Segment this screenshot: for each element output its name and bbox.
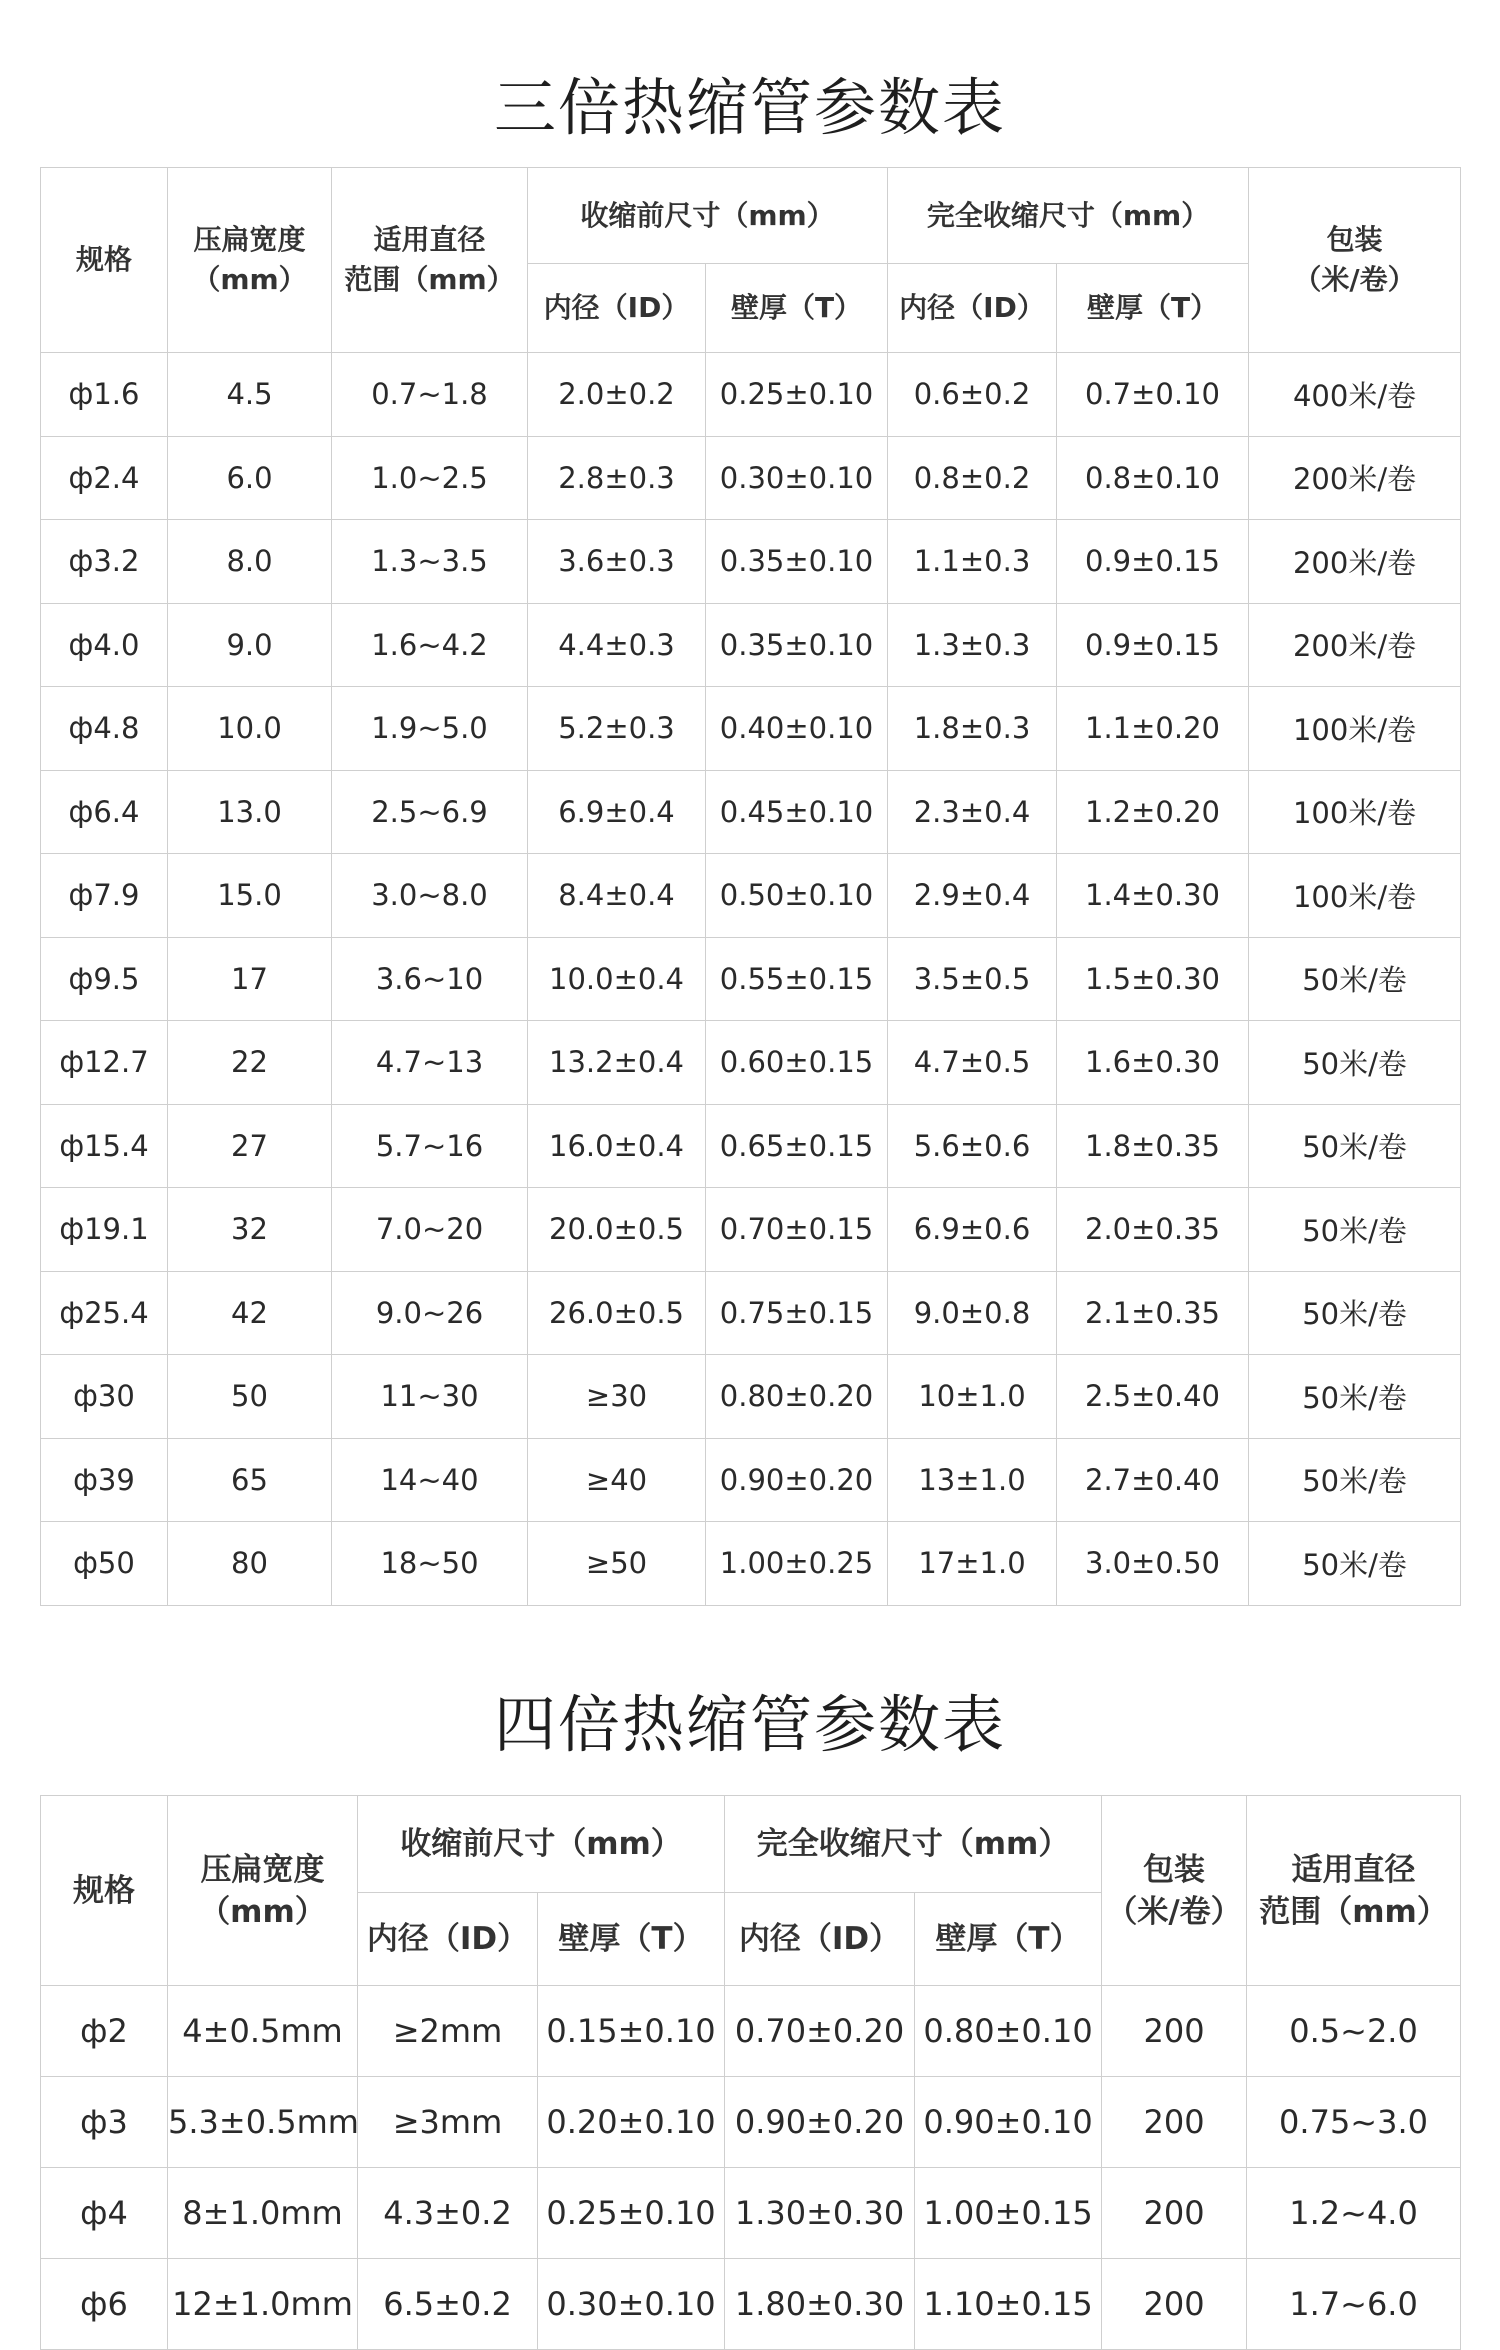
header-spec: 规格 xyxy=(41,1796,168,1986)
table-cell: 0.7±0.10 xyxy=(1057,353,1249,437)
header-packaging-line1: 包装 xyxy=(1143,1851,1206,1888)
table-cell: 0.30±0.10 xyxy=(706,436,888,520)
table-cell: ≥2mm xyxy=(358,1986,538,2077)
table-cell: 4±0.5mm xyxy=(168,1986,358,2077)
table-cell: 9.0±0.8 xyxy=(888,1271,1057,1355)
table-cell: 17 xyxy=(168,937,332,1021)
table-cell: ф3 xyxy=(41,2077,168,2168)
table-cell: 26.0±0.5 xyxy=(528,1271,706,1355)
four-times-heat-shrink-table xyxy=(40,1795,1461,2350)
table-cell: 2.0±0.35 xyxy=(1057,1188,1249,1272)
table-cell: ф39 xyxy=(41,1438,168,1522)
table-cell: 0.70±0.15 xyxy=(706,1188,888,1272)
table-cell: ≥40 xyxy=(528,1438,706,1522)
table-cell: 22 xyxy=(168,1021,332,1105)
table-cell: ≥50 xyxy=(528,1522,706,1606)
table-cell: 0.55±0.15 xyxy=(706,937,888,1021)
table-row xyxy=(41,1355,1461,1439)
header-apply-diameter xyxy=(1247,1796,1461,1986)
table-cell: 0.75~3.0 xyxy=(1247,2077,1461,2168)
table-cell: 2.8±0.3 xyxy=(528,436,706,520)
table-row xyxy=(41,1438,1461,1522)
table-cell: 0.8±0.2 xyxy=(888,436,1057,520)
table-cell: 0.65±0.15 xyxy=(706,1104,888,1188)
table-cell: 7.0~20 xyxy=(332,1188,528,1272)
table-cell: 10±1.0 xyxy=(888,1355,1057,1439)
table-cell: 3.6±0.3 xyxy=(528,520,706,604)
table-cell: 0.15±0.10 xyxy=(538,1986,725,2077)
table-cell: 1.6±0.30 xyxy=(1057,1021,1249,1105)
table-row xyxy=(41,1021,1461,1105)
table-cell: 65 xyxy=(168,1438,332,1522)
table-cell: 2.1±0.35 xyxy=(1057,1271,1249,1355)
table-cell: 2.3±0.4 xyxy=(888,770,1057,854)
table-cell: 18~50 xyxy=(332,1522,528,1606)
table-cell: 0.80±0.10 xyxy=(915,1986,1102,2077)
header-after-shrink: 完全收缩尺寸（mm） xyxy=(888,168,1249,264)
header-after-thickness: 壁厚（T） xyxy=(1057,264,1249,353)
table-cell: 13±1.0 xyxy=(888,1438,1057,1522)
table-cell: 13.2±0.4 xyxy=(528,1021,706,1105)
table-row xyxy=(41,1522,1461,1606)
table-cell: 8.4±0.4 xyxy=(528,854,706,938)
header-flat-width-line1: 压扁宽度 xyxy=(200,1851,325,1888)
table-cell: 0.45±0.10 xyxy=(706,770,888,854)
table-cell: 1.30±0.30 xyxy=(725,2168,915,2259)
table-cell: 50米/卷 xyxy=(1249,1104,1461,1188)
table-cell: 200 xyxy=(1102,1986,1247,2077)
table-cell: 1.1±0.3 xyxy=(888,520,1057,604)
header-apply-diameter-line2: 范围（mm） xyxy=(344,263,515,296)
table-cell: 15.0 xyxy=(168,854,332,938)
header-before-thickness: 壁厚（T） xyxy=(706,264,888,353)
table-cell: 4.5 xyxy=(168,353,332,437)
table-cell: 0.90±0.20 xyxy=(706,1438,888,1522)
header-after-thickness: 壁厚（T） xyxy=(915,1893,1102,1986)
table-cell: 200 xyxy=(1102,2077,1247,2168)
table-cell: 9.0~26 xyxy=(332,1271,528,1355)
table-cell: 4.4±0.3 xyxy=(528,603,706,687)
table-cell: 100米/卷 xyxy=(1249,687,1461,771)
table-cell: 80 xyxy=(168,1522,332,1606)
header-packaging xyxy=(1249,168,1461,353)
table-cell: 0.70±0.20 xyxy=(725,1986,915,2077)
table2-body xyxy=(41,1986,1461,2350)
table-cell: 50米/卷 xyxy=(1249,1355,1461,1439)
table-cell: 2.5~6.9 xyxy=(332,770,528,854)
table-cell: 200 xyxy=(1102,2168,1247,2259)
table-cell: 50米/卷 xyxy=(1249,1438,1461,1522)
table-cell: 0.80±0.20 xyxy=(706,1355,888,1439)
table-cell: 1.5±0.30 xyxy=(1057,937,1249,1021)
table-cell: 20.0±0.5 xyxy=(528,1188,706,1272)
table-row xyxy=(41,2077,1461,2168)
table-row xyxy=(41,1271,1461,1355)
table-cell: 1.80±0.30 xyxy=(725,2259,915,2350)
table-cell: 4.3±0.2 xyxy=(358,2168,538,2259)
table-cell: 4.7~13 xyxy=(332,1021,528,1105)
table-cell: 0.5~2.0 xyxy=(1247,1986,1461,2077)
table1-body xyxy=(41,353,1461,1606)
table-cell: 1.9~5.0 xyxy=(332,687,528,771)
table-cell: 0.35±0.10 xyxy=(706,520,888,604)
table-cell: 50米/卷 xyxy=(1249,1188,1461,1272)
table-cell: 0.9±0.15 xyxy=(1057,603,1249,687)
table-cell: 2.5±0.40 xyxy=(1057,1355,1249,1439)
table-cell: ф4.0 xyxy=(41,603,168,687)
header-spec: 规格 xyxy=(41,168,168,353)
table-cell: 0.35±0.10 xyxy=(706,603,888,687)
table-cell: 0.20±0.10 xyxy=(538,2077,725,2168)
table-row xyxy=(41,770,1461,854)
table-cell: 5.2±0.3 xyxy=(528,687,706,771)
header-flat-width-line2: （mm） xyxy=(199,1893,326,1930)
table-cell: 1.2±0.20 xyxy=(1057,770,1249,854)
table-cell: 6.9±0.4 xyxy=(528,770,706,854)
table-cell: 1.2~4.0 xyxy=(1247,2168,1461,2259)
table-cell: 9.0 xyxy=(168,603,332,687)
table-cell: 100米/卷 xyxy=(1249,770,1461,854)
table2-title: 四倍热缩管参数表 xyxy=(493,1688,1006,1761)
table1-title: 三倍热缩管参数表 xyxy=(493,71,1006,144)
table-row xyxy=(41,854,1461,938)
table-cell: 32 xyxy=(168,1188,332,1272)
header-before-id: 内径（ID） xyxy=(358,1893,538,1986)
table-row xyxy=(41,937,1461,1021)
table-cell: 8±1.0mm xyxy=(168,2168,358,2259)
table-cell: 42 xyxy=(168,1271,332,1355)
table-cell: 0.50±0.10 xyxy=(706,854,888,938)
table-cell: ф6 xyxy=(41,2259,168,2350)
table-cell: 0.8±0.10 xyxy=(1057,436,1249,520)
table-cell: 0.25±0.10 xyxy=(706,353,888,437)
table-cell: 0.60±0.15 xyxy=(706,1021,888,1105)
table-cell: 2.9±0.4 xyxy=(888,854,1057,938)
table-cell: 0.9±0.15 xyxy=(1057,520,1249,604)
header-apply-diameter xyxy=(332,168,528,353)
table-row xyxy=(41,687,1461,771)
header-after-id: 内径（ID） xyxy=(725,1893,915,1986)
table-cell: 6.9±0.6 xyxy=(888,1188,1057,1272)
table-cell: 1.4±0.30 xyxy=(1057,854,1249,938)
table-cell: ф9.5 xyxy=(41,937,168,1021)
table-cell: 50米/卷 xyxy=(1249,937,1461,1021)
table-row xyxy=(41,2259,1461,2350)
table-row xyxy=(41,1188,1461,1272)
table-cell: 14~40 xyxy=(332,1438,528,1522)
table-cell: 0.90±0.20 xyxy=(725,2077,915,2168)
table-cell: 3.0±0.50 xyxy=(1057,1522,1249,1606)
table-cell: 0.90±0.10 xyxy=(915,2077,1102,2168)
table-cell: 3.6~10 xyxy=(332,937,528,1021)
header-after-shrink: 完全收缩尺寸（mm） xyxy=(725,1796,1102,1893)
table-cell: ≥30 xyxy=(528,1355,706,1439)
table-cell: ф25.4 xyxy=(41,1271,168,1355)
table-row xyxy=(41,436,1461,520)
header-after-id: 内径（ID） xyxy=(888,264,1057,353)
header-flat-width xyxy=(168,168,332,353)
table-cell: ф2.4 xyxy=(41,436,168,520)
table-cell: 200米/卷 xyxy=(1249,520,1461,604)
table-cell: 1.0~2.5 xyxy=(332,436,528,520)
table-cell: ф3.2 xyxy=(41,520,168,604)
table-cell: 50米/卷 xyxy=(1249,1522,1461,1606)
header-before-thickness: 壁厚（T） xyxy=(538,1893,725,1986)
header-apply-diameter-line2: 范围（mm） xyxy=(1259,1893,1448,1930)
table-cell: 0.75±0.15 xyxy=(706,1271,888,1355)
three-times-heat-shrink-table xyxy=(40,167,1461,1606)
table-cell: 6.0 xyxy=(168,436,332,520)
table-cell: 12±1.0mm xyxy=(168,2259,358,2350)
table-cell: 1.8±0.3 xyxy=(888,687,1057,771)
table-cell: 10.0 xyxy=(168,687,332,771)
table-cell: 100米/卷 xyxy=(1249,854,1461,938)
table-cell: ф7.9 xyxy=(41,854,168,938)
table-cell: ф6.4 xyxy=(41,770,168,854)
table-cell: 1.6~4.2 xyxy=(332,603,528,687)
table-cell: ф2 xyxy=(41,1986,168,2077)
table-row xyxy=(41,603,1461,687)
header-flat-width xyxy=(168,1796,358,1986)
table-row xyxy=(41,1986,1461,2077)
table-cell: 3.0~8.0 xyxy=(332,854,528,938)
table-cell: 50 xyxy=(168,1355,332,1439)
table-cell: 200米/卷 xyxy=(1249,603,1461,687)
table-cell: ф15.4 xyxy=(41,1104,168,1188)
table-cell: 16.0±0.4 xyxy=(528,1104,706,1188)
table-cell: 1.3~3.5 xyxy=(332,520,528,604)
table-cell: 1.7~6.0 xyxy=(1247,2259,1461,2350)
table-cell: 0.6±0.2 xyxy=(888,353,1057,437)
table-cell: 1.00±0.25 xyxy=(706,1522,888,1606)
table-row xyxy=(41,353,1461,437)
header-before-shrink: 收缩前尺寸（mm） xyxy=(358,1796,725,1893)
table-cell: 0.7~1.8 xyxy=(332,353,528,437)
table-cell: ≥3mm xyxy=(358,2077,538,2168)
table-cell: 1.3±0.3 xyxy=(888,603,1057,687)
table-cell: ф12.7 xyxy=(41,1021,168,1105)
header-packaging-line2: （米/卷） xyxy=(1106,1893,1242,1930)
table-cell: 1.8±0.35 xyxy=(1057,1104,1249,1188)
table-cell: 50米/卷 xyxy=(1249,1021,1461,1105)
table-cell: 5.6±0.6 xyxy=(888,1104,1057,1188)
table-cell: 400米/卷 xyxy=(1249,353,1461,437)
table-cell: 200米/卷 xyxy=(1249,436,1461,520)
header-packaging-line1: 包装 xyxy=(1326,223,1383,256)
table-cell: 1.1±0.20 xyxy=(1057,687,1249,771)
table-cell: 8.0 xyxy=(168,520,332,604)
table-cell: 1.00±0.15 xyxy=(915,2168,1102,2259)
table-cell: 5.3±0.5mm xyxy=(168,2077,358,2168)
table-cell: 0.25±0.10 xyxy=(538,2168,725,2259)
table-row xyxy=(41,520,1461,604)
table-cell: 4.7±0.5 xyxy=(888,1021,1057,1105)
header-packaging-line2: （米/卷） xyxy=(1293,263,1416,296)
header-before-shrink: 收缩前尺寸（mm） xyxy=(528,168,888,264)
header-apply-diameter-line1: 适用直径 xyxy=(373,223,486,256)
table-cell: ф1.6 xyxy=(41,353,168,437)
table-cell: 17±1.0 xyxy=(888,1522,1057,1606)
table-cell: 3.5±0.5 xyxy=(888,937,1057,1021)
table-cell: ф4.8 xyxy=(41,687,168,771)
table-cell: ф50 xyxy=(41,1522,168,1606)
table-cell: 0.40±0.10 xyxy=(706,687,888,771)
header-flat-width-line2: （mm） xyxy=(192,263,307,296)
table-cell: 2.0±0.2 xyxy=(528,353,706,437)
table-row xyxy=(41,1104,1461,1188)
header-before-id: 内径（ID） xyxy=(528,264,706,353)
header-packaging xyxy=(1102,1796,1247,1986)
table-cell: 50米/卷 xyxy=(1249,1271,1461,1355)
header-flat-width-line1: 压扁宽度 xyxy=(193,223,306,256)
table-cell: 5.7~16 xyxy=(332,1104,528,1188)
table-cell: 0.30±0.10 xyxy=(538,2259,725,2350)
table-cell: 11~30 xyxy=(332,1355,528,1439)
header-apply-diameter-line1: 适用直径 xyxy=(1291,1851,1416,1888)
table-cell: 1.10±0.15 xyxy=(915,2259,1102,2350)
table-cell: ф30 xyxy=(41,1355,168,1439)
table-cell: 2.7±0.40 xyxy=(1057,1438,1249,1522)
table-row xyxy=(41,2168,1461,2259)
table-cell: ф4 xyxy=(41,2168,168,2259)
table-cell: 6.5±0.2 xyxy=(358,2259,538,2350)
table-cell: 27 xyxy=(168,1104,332,1188)
table-cell: 13.0 xyxy=(168,770,332,854)
table-cell: ф19.1 xyxy=(41,1188,168,1272)
table-cell: 200 xyxy=(1102,2259,1247,2350)
table-cell: 10.0±0.4 xyxy=(528,937,706,1021)
